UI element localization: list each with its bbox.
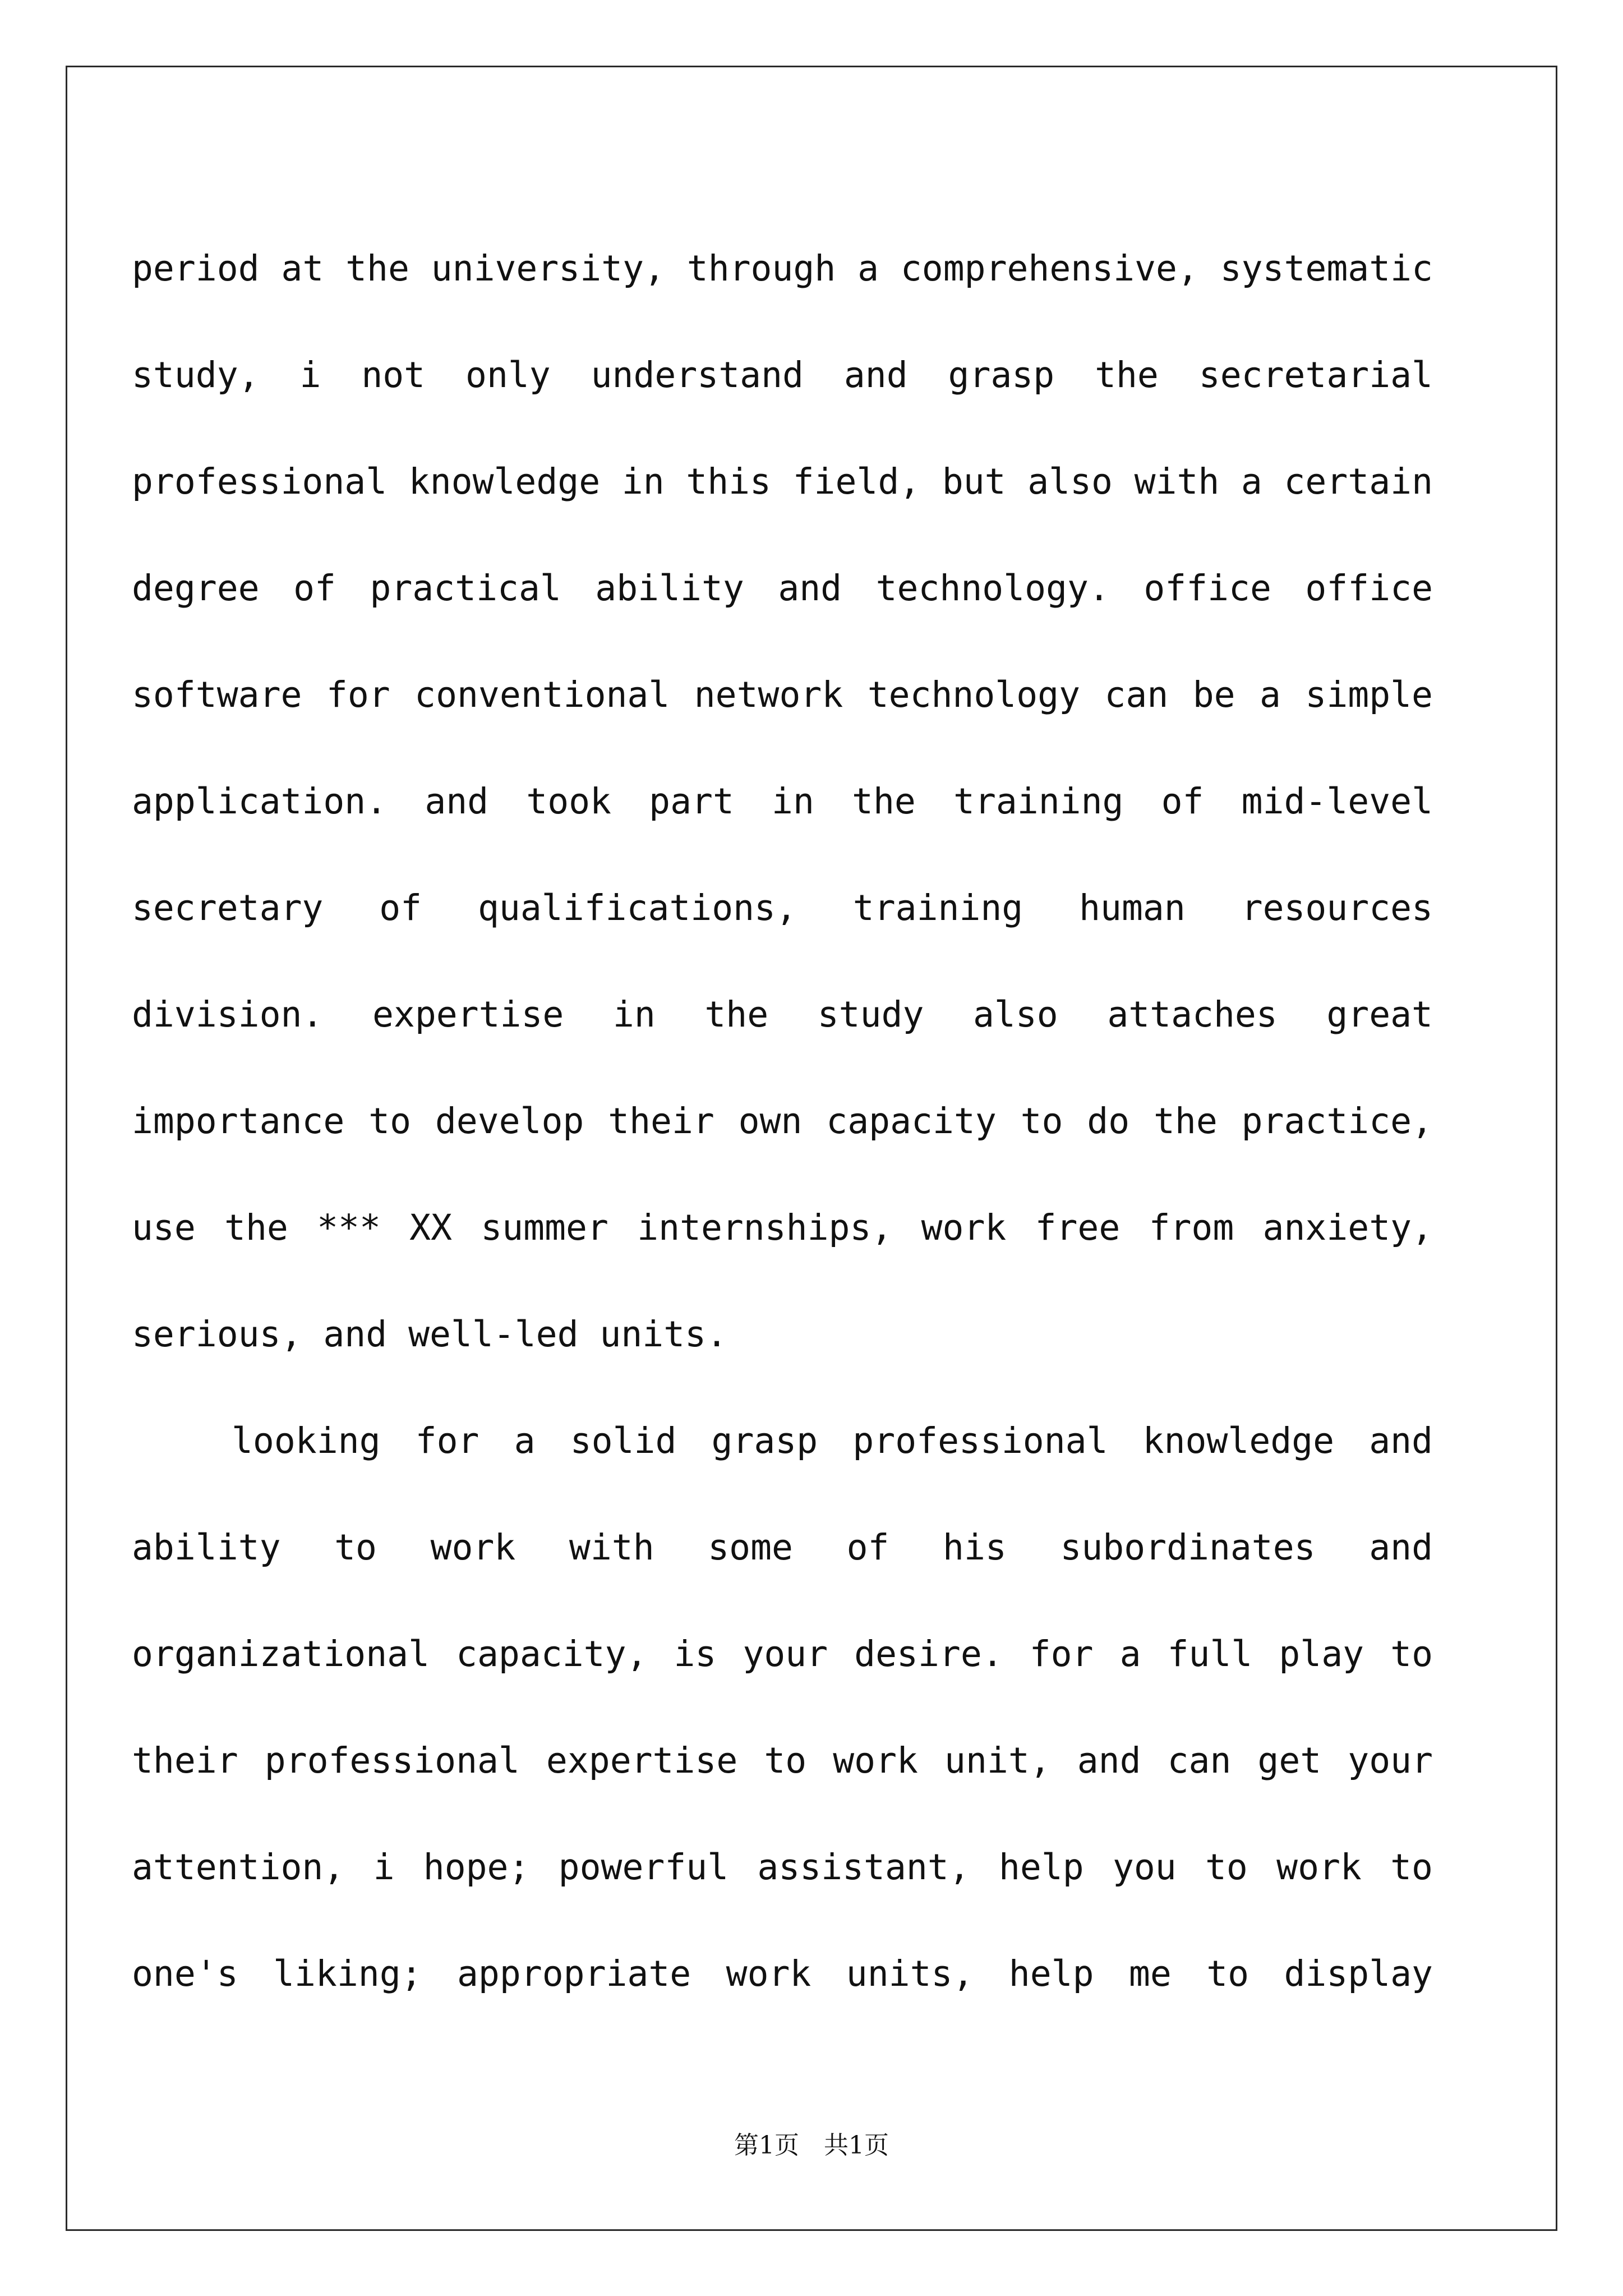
page-number: 第1页 — [734, 2131, 799, 2160]
page-footer — [0, 2129, 1623, 2162]
page-total: 共1页 — [824, 2131, 889, 2160]
paragraph: period at the university, through a comprehensive, systematic study, i not only understand and grasp the secretarial professional knowledge in this field, but also with a certain degree of practical ability and technology. office office software for conventional network technology can be a simple application. and took part in the training of mid-level secretary of qualifications, training human resources division. expertise in the study also attaches great importance to develop their own capacity to do the practice, use the *** XX summer internships, work free from anxiety, serious, and well-led units. — [132, 248, 1433, 1355]
paragraph: looking for a solid grasp professional knowledge and ability to work with some of his subordinates and organizational capacity, is your desire. for a full play to their professional expertise to work unit, and can get your attention, i hope; powerful assistant, help you to work to one's liking; appropriate work units, help me to display — [132, 1420, 1433, 1994]
document-body — [132, 215, 1433, 2027]
